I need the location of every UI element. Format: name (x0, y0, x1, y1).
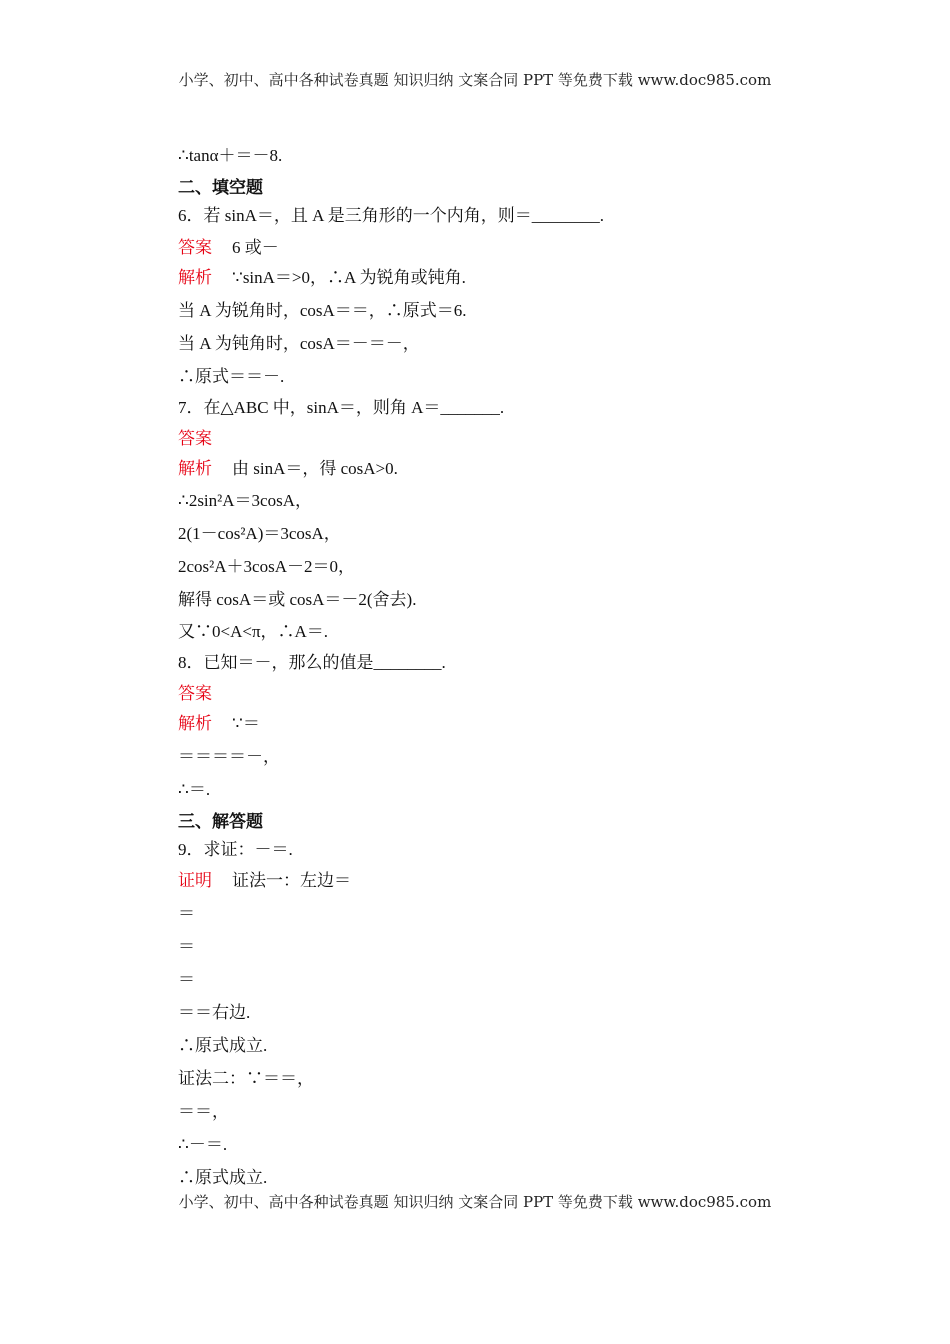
q9-method2-step-3: ∴－＝. (178, 1135, 228, 1154)
answer-label: 答案 (178, 684, 212, 704)
q9-step-4: ＝＝右边. (178, 1003, 251, 1022)
analysis-label: 解析 (178, 268, 212, 288)
q8-step-1: ＝＝＝＝－， (178, 747, 280, 766)
question-8: 8．已知＝－，那么的值是________. (178, 653, 446, 672)
q9-method2-step-4: ∴原式成立. (178, 1168, 268, 1187)
section-title-fill-blank: 二、填空题 (178, 178, 263, 198)
analysis-text: ∵＝ (232, 714, 260, 733)
q6-answer (178, 237, 279, 259)
answer-label: 答案 (178, 429, 212, 449)
q9-step-1: ＝ (178, 904, 195, 923)
page-footer: 小学、初中、高中各种试卷真题 知识归纳 文案合同 PPT 等免费下载 www.doc985.com (178, 1193, 772, 1211)
answer-text: 6 或－ (232, 238, 279, 257)
answer-label: 答案 (178, 238, 212, 258)
q9-proof (178, 870, 351, 892)
q9-step-2: ＝ (178, 937, 195, 956)
analysis-text: 由 sinA＝，得 cosA>0. (232, 459, 398, 478)
section-title-solve: 三、解答题 (178, 812, 263, 832)
q9-method2-step-2: ＝＝， (178, 1102, 229, 1121)
q8-answer (178, 683, 212, 705)
page-header: 小学、初中、高中各种试卷真题 知识归纳 文案合同 PPT 等免费下载 www.doc985.com (178, 71, 772, 89)
q6-step-result: ∴原式＝＝－. (178, 367, 285, 386)
q7-step-4: 解得 cosA＝或 cosA＝－2(舍去). (178, 590, 417, 609)
q7-step-3: 2cos²A＋3cosA－2＝0， (178, 557, 355, 576)
q6-step-obtuse: 当 A 为钝角时，cosA＝－＝－， (178, 334, 420, 353)
q6-step-acute: 当 A 为锐角时，cosA＝＝，∴原式＝6. (178, 301, 467, 320)
analysis-label: 解析 (178, 459, 212, 479)
q9-step-3: ＝ (178, 970, 195, 989)
analysis-label: 解析 (178, 714, 212, 734)
q9-step-5: ∴原式成立. (178, 1036, 268, 1055)
q7-analysis (178, 458, 398, 480)
q8-step-2: ∴＝. (178, 780, 211, 799)
analysis-text: ∵sinA＝>0，∴A 为锐角或钝角. (232, 268, 466, 287)
q7-step-2: 2(1－cos²A)＝3cosA， (178, 524, 341, 543)
question-6: 6．若 sinA＝，且 A 是三角形的一个内角，则＝________. (178, 206, 604, 225)
question-9: 9．求证：－＝. (178, 840, 293, 859)
q8-analysis (178, 713, 260, 735)
q9-method2-step-1: 证法二：∵＝＝， (178, 1069, 314, 1088)
line-tan-result: ∴tanα＋＝－8. (178, 146, 283, 165)
q7-step-5: 又∵0<A<π，∴A＝. (178, 622, 329, 641)
question-7: 7．在△ABC 中，sinA＝，则角 A＝_______. (178, 398, 505, 417)
q7-step-1: ∴2sin²A＝3cosA， (178, 491, 312, 510)
proof-label: 证明 (178, 871, 212, 891)
proof-text: 证法一：左边＝ (232, 871, 351, 890)
q6-analysis (178, 267, 466, 289)
q7-answer (178, 428, 212, 450)
